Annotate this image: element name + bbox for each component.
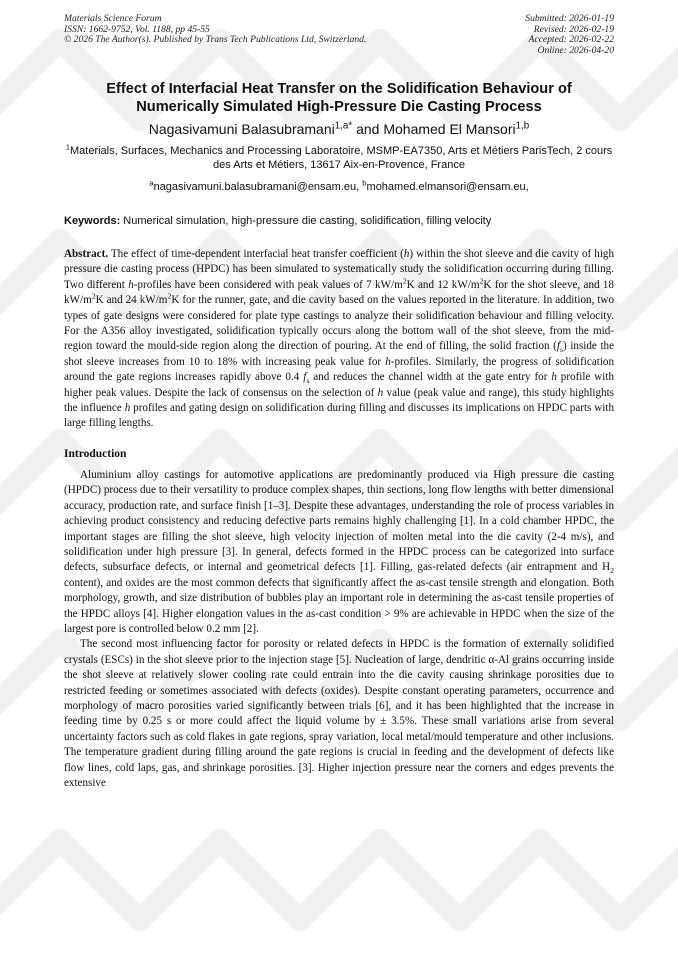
author-connector: and [352, 121, 384, 137]
abstract-superscript: 2 [479, 276, 484, 286]
submitted-date: Submitted: 2026-01-19 [525, 13, 614, 24]
paragraph-subscript: 2 [610, 566, 614, 576]
accepted-date: Accepted: 2026-02-22 [528, 34, 614, 46]
paper-content [64, 80, 614, 791]
introduction-paragraph-2: The second most influencing factor for porosity or related defects in HPDC is the formation of externally solidified crystals (ESCs) in the shot sleeve prior to the injection stage [5]. Nucleation of large, dendritic α-Al grains occurring inside the shot sleeve at relatively slower cooling rate could entrain into the die cavity causing shrinkage porosities due to restricted feeding or sometimes associated with defects (oxides). Despite constant operating parameters, occurrence and morphology of macro porosities varied significantly between trials [6], and it has been highlighted that the increase in feeding time by 0.25 s or more could affect the liquid volume by ± 3.5%. These small variations arise from several uncertainty factors such as cold flakes in gate regions, spray variation, local metal/mould temperature and other inclusions. The temperature gradient during filling around the gate regions is crucial in feeding and the development of defects like flow lines, cold laps, gas, and shrinkage porosities. [3]. Higher injection pressure near the corners and edges prevents the extensive [64, 638, 614, 789]
abstract-symbol-h: h [403, 248, 410, 260]
abstract-subscript: s [306, 376, 310, 386]
journal-issn: ISSN: 1662-9752, Vol. 1188, pp 45-55 [64, 23, 210, 35]
abstract-text: ) within the shot sleeve and die cavity of high pressure die casting process (HPDC) has been simulated to systematically study the solidification occurring during filling. Two different [64, 248, 614, 291]
abstract-text: K for the shot sleeve, and 18 kW/m [64, 278, 614, 307]
author-2-name: Mohamed El Mansori [383, 121, 516, 137]
abstract-text: K and 24 kW/m [95, 294, 168, 307]
email-a: nagasivamuni.balasubramani@ensam.eu, [153, 181, 363, 193]
abstract-superscript: 2 [167, 291, 172, 301]
keywords [64, 214, 614, 228]
abstract-symbol-f: f [556, 340, 560, 353]
abstract-symbol-h: h [385, 355, 391, 368]
introduction-heading: Introduction [64, 447, 127, 460]
author-2-superscript: 1,b [515, 120, 530, 132]
email-b: mohamed.elmansori@ensam.eu, [366, 181, 529, 193]
abstract [64, 247, 614, 432]
abstract-symbol-h: h [124, 402, 131, 415]
affiliation-text: Materials, Surfaces, Mechanics and Processing Laboratoire, MSMP-EA7350, Arts et Métiers ParisTech, 2 cours des Arts et Métiers, 13617 Aix-en-Provence, France [69, 145, 613, 171]
author-1-superscript: 1,a* [334, 120, 353, 132]
abstract-superscript: 2 [402, 276, 407, 286]
introduction-paragraph-1 [64, 468, 614, 637]
abstract-text: -profiles. Similarly, the progress of solidification around the gate regions increases rapidly above 0.4 [64, 355, 614, 384]
abstract-label: Abstract. [64, 248, 109, 260]
revised-date: Revised: 2026-02-19 [533, 23, 614, 35]
affiliation-superscript: 1 [65, 142, 70, 152]
abstract-text: K for the runner, gate, and die cavity based on the values reported in the literature. In addition, two types of gate designs were considered for plate type castings to analyze their solidification behaviour and filling velocity. For the A356 alloy investigated, solidification typically occurs along the bottom wall of the shot sleeve, from the mid-region toward the mould-side region along the direction of pouring. At the end of filling, the solid fraction ( [64, 294, 614, 353]
author-emails [64, 180, 614, 194]
journal-name: Materials Science Forum [64, 13, 162, 24]
author-list [64, 120, 614, 138]
journal-copyright: © 2026 The Author(s). Published by Trans Tech Publications Ltd, Switzerland. [64, 34, 367, 46]
abstract-text: The effect of time-dependent interfacial heat transfer coefficient ( [108, 248, 404, 260]
journal-header [64, 14, 366, 46]
dates-header [525, 14, 614, 56]
paper-title: Effect of Interfacial Heat Transfer on the Solidification Behaviour of Numerically Simulated High-Pressure Die Casting Process [106, 81, 572, 115]
abstract-superscript: 2 [91, 291, 96, 301]
online-date: Online: 2026-04-20 [537, 44, 614, 56]
abstract-symbol-h: h [128, 278, 134, 291]
abstract-text: profile with higher peak values. Despite the lack of consensus on the selection of [64, 371, 614, 399]
abstract-subscript: s [559, 345, 563, 355]
email-b-superscript: b [362, 178, 367, 188]
abstract-text: and reduces the channel width at the gate entry for [309, 371, 552, 384]
abstract-symbol-f: f [303, 371, 307, 384]
abstract-text: profiles and gating design on solidification during filling and discusses its implications on HPDC parts with large filling lengths. [64, 402, 614, 430]
email-a-superscript: a [149, 178, 154, 188]
abstract-symbol-h: h [377, 386, 384, 399]
paragraph-text: content), and oxides are the most common defects that significantly affect the as-cast tensile strength and elongation. Both morphology, growth, and size distribution of bubbles play an important role in determining the as-cast tensile properties of the HPDC alloys [4]. Higher elongation values in the as-cast condition > 9% are achievable in HPDC when the size of the largest pore is controlled below 0.2 mm [2]. [64, 576, 614, 635]
affiliation [64, 144, 614, 172]
keywords-label: Keywords: [64, 215, 121, 227]
abstract-text: K and 12 kW/m [406, 278, 480, 291]
abstract-text: -profiles have been considered with peak values of 7 kW/m [133, 278, 403, 291]
abstract-symbol-h: h [551, 371, 557, 384]
paragraph-text: Aluminium alloy castings for automotive applications are predominantly produced via High pressure die casting (HPDC) process due to their versatility to produce complex shapes, thin sections, long flow lengths with better dimensional accuracy, production rate, and surface finish [1–3]. Despite these advantages, understanding the role of process variables in achieving product consistency and reducing defective parts remains highly challenging [1]. In a cold chamber HPDC, the important stages are filling the shot sleeve, high velocity injection of molten metal into the die cavity (2-4 m/s), and solidification under high pressure [3]. In general, defects formed in the HPDC process can be categorized into surface defects, subsurface defects, or internal and geometrical defects [1]. Filling, gas-related defects (air entrapment and H [64, 468, 614, 574]
author-1-name: Nagasivamuni Balasubramani [148, 121, 335, 137]
abstract-text: value (peak value and range), this study highlights the influence [64, 386, 614, 415]
keywords-text: Numerical simulation, high-pressure die casting, solidification, filling velocity [120, 215, 492, 227]
abstract-text: ) inside the shot sleeve increases from 10 to 18% with increasing peak value for [64, 340, 614, 368]
